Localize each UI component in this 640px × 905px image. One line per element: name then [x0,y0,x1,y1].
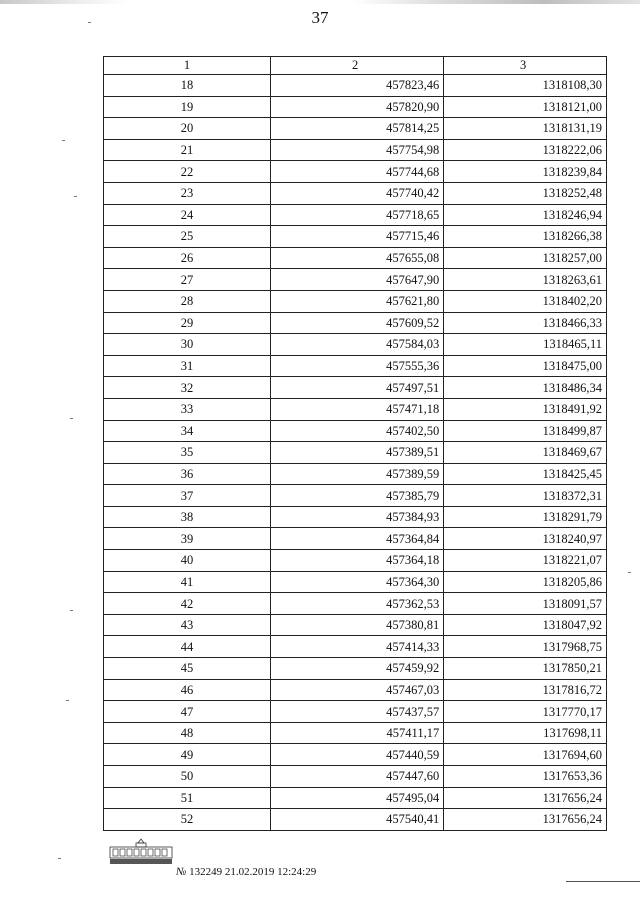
point-number-cell: 24 [104,204,271,226]
point-number-cell: 28 [104,290,271,312]
y-coordinate-cell: 1318121,00 [444,96,607,118]
scan-speck [58,858,61,859]
x-coordinate-cell: 457495,04 [270,787,443,809]
x-coordinate-cell: 457447,60 [270,766,443,788]
point-number-cell: 32 [104,377,271,399]
table-row [104,658,607,680]
x-coordinate-cell: 457740,42 [270,182,443,204]
point-number-cell: 29 [104,312,271,334]
point-number-cell: 21 [104,139,271,161]
point-number-cell: 37 [104,485,271,507]
table-row [104,334,607,356]
point-number-cell: 30 [104,334,271,356]
column-header-2: 2 [270,57,443,75]
x-coordinate-cell: 457814,25 [270,118,443,140]
point-number-cell: 51 [104,787,271,809]
table-row [104,701,607,723]
y-coordinate-cell: 1317968,75 [444,636,607,658]
y-coordinate-cell: 1318263,61 [444,269,607,291]
y-coordinate-cell: 1318240,97 [444,528,607,550]
point-number-cell: 33 [104,398,271,420]
x-coordinate-cell: 457718,65 [270,204,443,226]
y-coordinate-cell: 1318372,31 [444,485,607,507]
table-row [104,269,607,291]
x-coordinate-cell: 457621,80 [270,290,443,312]
scan-speck [88,22,91,23]
x-coordinate-cell: 457754,98 [270,139,443,161]
table-row [104,377,607,399]
column-header-3: 3 [444,57,607,75]
registry-stamp [176,866,316,878]
scan-speck [66,700,69,701]
x-coordinate-cell: 457364,18 [270,550,443,572]
point-number-cell: 19 [104,96,271,118]
table-row [104,290,607,312]
table-row [104,312,607,334]
point-number-cell: 25 [104,226,271,248]
x-coordinate-cell: 457467,03 [270,679,443,701]
y-coordinate-cell: 1317694,60 [444,744,607,766]
y-coordinate-cell: 1318425,45 [444,463,607,485]
point-number-cell: 22 [104,161,271,183]
x-coordinate-cell: 457414,33 [270,636,443,658]
x-coordinate-cell: 457647,90 [270,269,443,291]
scan-speck [70,418,73,419]
point-number-cell: 45 [104,658,271,680]
table-row [104,809,607,831]
table-row [104,614,607,636]
x-coordinate-cell: 457555,36 [270,355,443,377]
y-coordinate-cell: 1318491,92 [444,398,607,420]
table-row [104,420,607,442]
point-number-cell: 50 [104,766,271,788]
y-coordinate-cell: 1318108,30 [444,75,607,97]
y-coordinate-cell: 1318402,20 [444,290,607,312]
margin-rule [566,881,640,882]
table-row [104,506,607,528]
y-coordinate-cell: 1318257,00 [444,247,607,269]
point-number-cell: 20 [104,118,271,140]
table-header-row [104,57,607,75]
point-number-cell: 39 [104,528,271,550]
y-coordinate-cell: 1318222,06 [444,139,607,161]
x-coordinate-cell: 457364,84 [270,528,443,550]
y-coordinate-cell: 1318291,79 [444,506,607,528]
y-coordinate-cell: 1318221,07 [444,550,607,572]
table-row [104,787,607,809]
coordinates-table [103,56,607,831]
point-number-cell: 38 [104,506,271,528]
registry-prefix: № [176,866,187,878]
table-row [104,528,607,550]
table-row [104,247,607,269]
y-coordinate-cell: 1318475,00 [444,355,607,377]
point-number-cell: 49 [104,744,271,766]
x-coordinate-cell: 457440,59 [270,744,443,766]
table-row [104,571,607,593]
table-row [104,75,607,97]
table-row [104,226,607,248]
notary-seal-stamp [108,838,174,866]
y-coordinate-cell: 1317653,36 [444,766,607,788]
y-coordinate-cell: 1318466,33 [444,312,607,334]
point-number-cell: 40 [104,550,271,572]
y-coordinate-cell: 1318091,57 [444,593,607,615]
x-coordinate-cell: 457389,59 [270,463,443,485]
x-coordinate-cell: 457715,46 [270,226,443,248]
y-coordinate-cell: 1318252,48 [444,182,607,204]
point-number-cell: 46 [104,679,271,701]
y-coordinate-cell: 1318465,11 [444,334,607,356]
x-coordinate-cell: 457384,93 [270,506,443,528]
x-coordinate-cell: 457609,52 [270,312,443,334]
y-coordinate-cell: 1317770,17 [444,701,607,723]
x-coordinate-cell: 457540,41 [270,809,443,831]
x-coordinate-cell: 457820,90 [270,96,443,118]
table-row [104,442,607,464]
x-coordinate-cell: 457655,08 [270,247,443,269]
y-coordinate-cell: 1318499,87 [444,420,607,442]
x-coordinate-cell: 457471,18 [270,398,443,420]
point-number-cell: 31 [104,355,271,377]
y-coordinate-cell: 1317816,72 [444,679,607,701]
table-row [104,182,607,204]
point-number-cell: 43 [104,614,271,636]
point-number-cell: 27 [104,269,271,291]
y-coordinate-cell: 1318486,34 [444,377,607,399]
point-number-cell: 34 [104,420,271,442]
point-number-cell: 52 [104,809,271,831]
point-number-cell: 18 [104,75,271,97]
x-coordinate-cell: 457389,51 [270,442,443,464]
point-number-cell: 23 [104,182,271,204]
x-coordinate-cell: 457823,46 [270,75,443,97]
y-coordinate-cell: 1318246,94 [444,204,607,226]
y-coordinate-cell: 1317850,21 [444,658,607,680]
x-coordinate-cell: 457497,51 [270,377,443,399]
x-coordinate-cell: 457411,17 [270,722,443,744]
table-row [104,204,607,226]
table-row [104,485,607,507]
table-row [104,355,607,377]
y-coordinate-cell: 1318205,86 [444,571,607,593]
x-coordinate-cell: 457402,50 [270,420,443,442]
table-body [104,75,607,831]
table-row [104,161,607,183]
x-coordinate-cell: 457459,92 [270,658,443,680]
table-row [104,398,607,420]
y-coordinate-cell: 1318239,84 [444,161,607,183]
scan-speck [74,196,77,197]
x-coordinate-cell: 457362,53 [270,593,443,615]
table-row [104,593,607,615]
point-number-cell: 36 [104,463,271,485]
table-row [104,722,607,744]
table-row [104,139,607,161]
table-row [104,118,607,140]
x-coordinate-cell: 457744,68 [270,161,443,183]
point-number-cell: 44 [104,636,271,658]
table-row [104,550,607,572]
point-number-cell: 47 [104,701,271,723]
scan-speck [62,140,65,141]
y-coordinate-cell: 1317656,24 [444,809,607,831]
table-row [104,679,607,701]
point-number-cell: 35 [104,442,271,464]
table-row [104,636,607,658]
column-header-1: 1 [104,57,271,75]
scanner-edge [0,0,640,4]
x-coordinate-cell: 457364,30 [270,571,443,593]
x-coordinate-cell: 457584,03 [270,334,443,356]
point-number-cell: 41 [104,571,271,593]
point-number-cell: 48 [104,722,271,744]
y-coordinate-cell: 1318131,19 [444,118,607,140]
y-coordinate-cell: 1318469,67 [444,442,607,464]
point-number-cell: 26 [104,247,271,269]
table-row [104,766,607,788]
x-coordinate-cell: 457380,81 [270,614,443,636]
x-coordinate-cell: 457385,79 [270,485,443,507]
table-row [104,96,607,118]
table-row [104,744,607,766]
registry-number-date: 132249 21.02.2019 12:24:29 [189,866,317,878]
y-coordinate-cell: 1318266,38 [444,226,607,248]
x-coordinate-cell: 457437,57 [270,701,443,723]
scan-speck [70,610,73,611]
y-coordinate-cell: 1317698,11 [444,722,607,744]
table-row [104,463,607,485]
y-coordinate-cell: 1317656,24 [444,787,607,809]
point-number-cell: 42 [104,593,271,615]
y-coordinate-cell: 1318047,92 [444,614,607,636]
scan-speck [628,572,631,573]
page-number: 37 [311,8,329,27]
